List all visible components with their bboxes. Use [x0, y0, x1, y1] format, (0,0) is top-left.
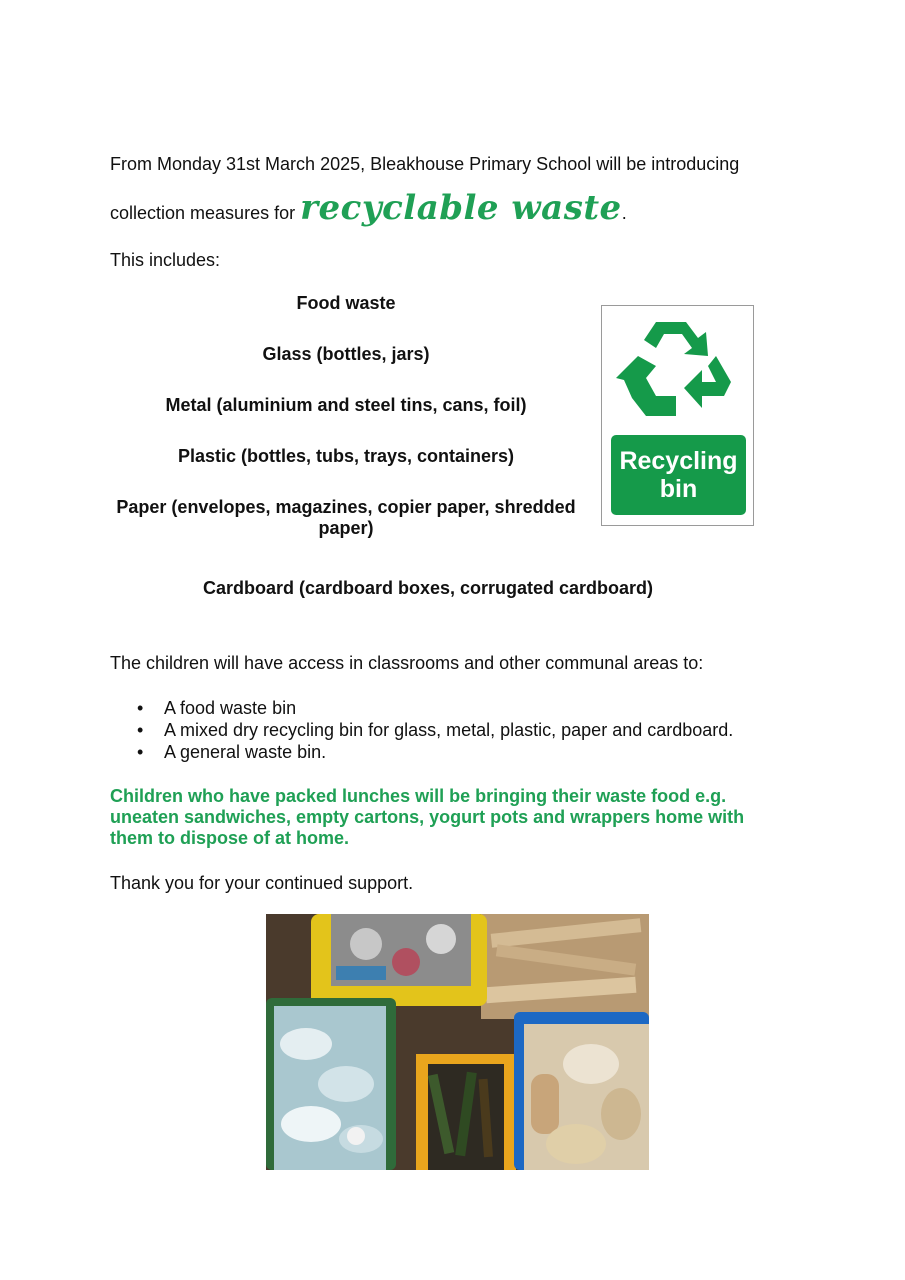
- item-food-waste: Food waste: [296, 293, 396, 313]
- recycling-bins-photo: [266, 914, 649, 1170]
- intro-suffix: .: [621, 203, 627, 223]
- item-paper: Paper (envelopes, magazines, copier paper, shredded paper): [116, 497, 576, 538]
- list-item: • A mixed dry recycling bin for glass, metal, plastic, paper and cardboard.: [110, 719, 733, 741]
- item-plastic: Plastic (bottles, tubs, trays, containers): [177, 446, 515, 466]
- packed-lunch-note: Children who have packed lunches will be bringing their waste food e.g. uneaten sandwiches, empty cartons, yogurt pots and wrappers home with them to dispose of at home.: [110, 786, 745, 848]
- access-intro: The children will have access in classrooms and other communal areas to:: [110, 653, 704, 673]
- bins-list: [110, 697, 733, 763]
- item-glass: Glass (bottles, jars): [262, 344, 430, 364]
- intro-prefix: collection measures for: [110, 203, 301, 223]
- recycling-bin-sign: [601, 305, 754, 526]
- intro-line-1: From Monday 31st March 2025, Bleakhouse Primary School will be introducing: [110, 154, 740, 174]
- thanks-line: Thank you for your continued support.: [110, 873, 414, 893]
- item-cardboard: Cardboard (cardboard boxes, corrugated cardboard): [202, 578, 654, 598]
- item-metal: Metal (aluminium and steel tins, cans, foil): [165, 395, 527, 415]
- list-item: • A food waste bin: [110, 697, 733, 719]
- intro-line-2: [110, 188, 627, 233]
- includes-label: This includes:: [110, 250, 221, 270]
- recyclable-waste-heading: recyclable waste: [300, 188, 622, 228]
- recycling-bin-label: Recycling bin: [611, 435, 746, 515]
- recycling-arrows-icon: [616, 316, 741, 431]
- list-item: • A general waste bin.: [110, 741, 733, 763]
